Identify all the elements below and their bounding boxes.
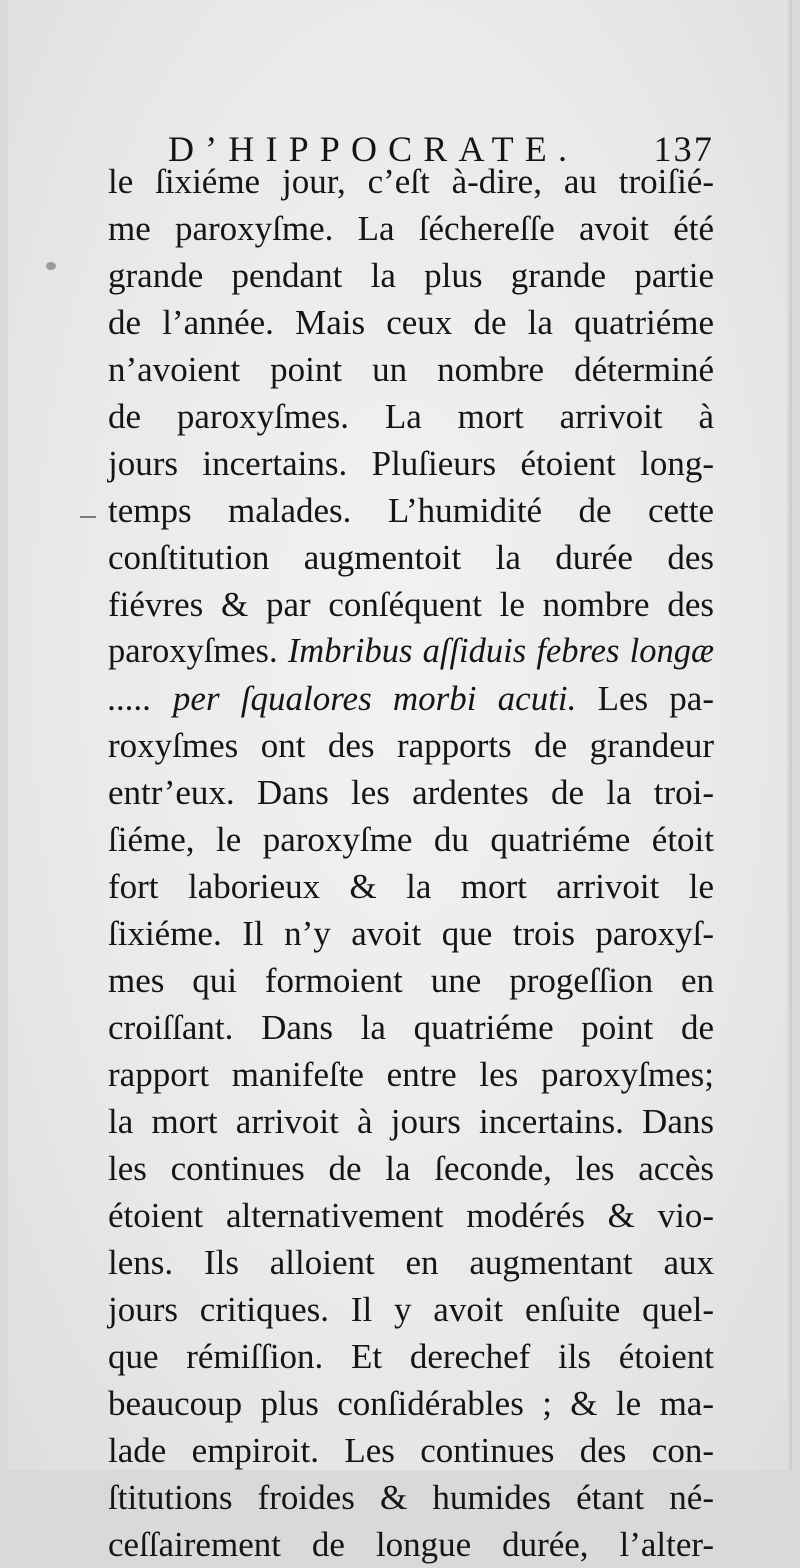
text-line: jours incertains. Pluſieurs étoient long-: [108, 444, 714, 483]
page-number: 137: [653, 129, 714, 169]
latin-quote: ..... per ſqualores morbi acuti.: [108, 679, 577, 718]
text-line: lens. Ils alloient en augmentant aux: [108, 1243, 714, 1282]
text-line: ceſſairement de longue durée, l’alter-: [108, 1525, 714, 1564]
text-line: que rémiſſion. Et derechef ils étoient: [108, 1337, 714, 1376]
body-text: [108, 158, 714, 1568]
ink-smudge: [46, 262, 56, 270]
text-line: fort laborieux & la mort arrivoit le: [108, 867, 714, 906]
text-line: rapport manifeſte entre les paroxyſmes;: [108, 1055, 714, 1094]
page-edge: [786, 0, 792, 1470]
text-line: grande pendant la plus grande partie: [108, 256, 714, 295]
text-line: les continues de la ſeconde, les accès: [108, 1149, 714, 1188]
book-page: [8, 0, 792, 1564]
text-line: ſiéme, le paroxyſme du quatriéme étoit: [108, 820, 714, 859]
text-line: étoient alternativement modérés & vio-: [108, 1196, 714, 1235]
text-line: paroxyſmes. Imbribus aſſiduis febres longæ: [108, 632, 714, 670]
text-line: jours critiques. Il y avoit enſuite quel-: [108, 1290, 714, 1329]
text-line: me paroxyſme. La ſéchereſſe avoit été: [108, 209, 714, 248]
text-line: ſtitutions froides & humides étant né-: [108, 1478, 714, 1517]
text-line: de l’année. Mais ceux de la quatriéme: [108, 303, 714, 342]
text-line: roxyſmes ont des rapports de grandeur: [108, 726, 714, 765]
running-title: D’HIPPOCRATE.: [168, 129, 579, 169]
text-line: entr’eux. Dans les ardentes de la troi-: [108, 773, 714, 812]
text-line: lade empiroit. Les continues des con-: [108, 1431, 714, 1470]
latin-quote: Imbribus aſſiduis febres longæ: [287, 632, 714, 670]
text-line: n’avoient point un nombre déterminé: [108, 350, 714, 389]
text-line: temps malades. L’humidité de cette: [108, 491, 714, 530]
text-line: ..... per ſqualores morbi acuti. Les pa-: [108, 679, 714, 718]
text-line: mes qui formoient une progeſſion en: [108, 961, 714, 1000]
text-line: de paroxyſmes. La mort arrivoit à: [108, 397, 714, 436]
text-line: ſixiéme. Il n’y avoit que trois paroxyſ-: [108, 914, 714, 953]
text-line: conſtitution augmentoit la durée des: [108, 538, 714, 577]
text-line: le ſixiéme jour, c’eſt à-dire, au troiſié-: [108, 162, 714, 201]
text-line: beaucoup plus conſidérables ; & le ma-: [108, 1384, 714, 1423]
text-line: fiévres & par conſéquent le nombre des: [108, 585, 714, 624]
margin-mark: [80, 516, 96, 518]
text-line: croiſſant. Dans la quatriéme point de: [108, 1008, 714, 1047]
text-line: la mort arrivoit à jours incertains. Dans: [108, 1102, 714, 1141]
